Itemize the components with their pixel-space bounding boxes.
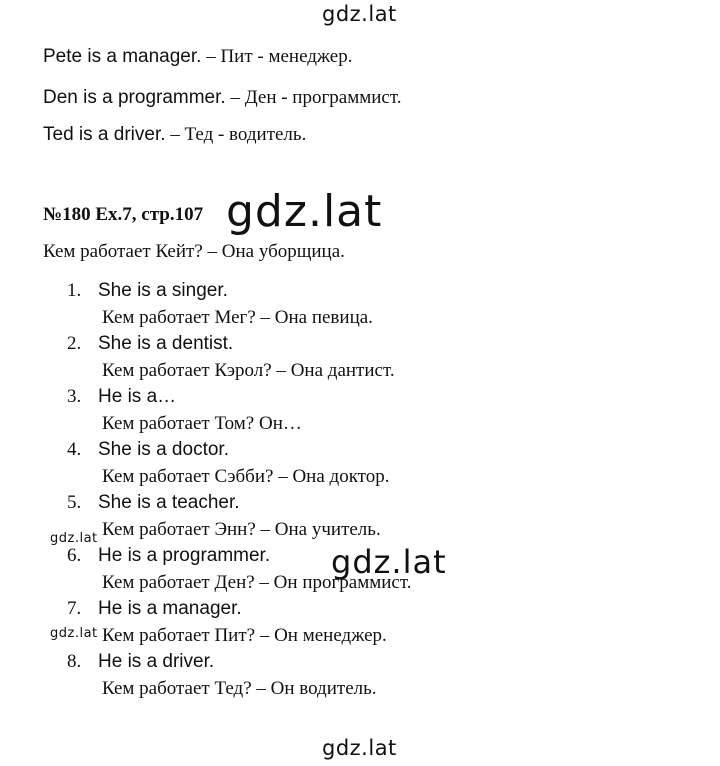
item-russian: Кем работает Ден? – Он программист. xyxy=(102,572,412,593)
item-english: She is a singer. xyxy=(98,280,228,301)
item-english: He is a manager. xyxy=(98,598,242,619)
item-english: He is a driver. xyxy=(98,651,215,672)
item-russian: Кем работает Сэбби? – Она доктор. xyxy=(102,466,390,487)
english-text: Den is a programmer. xyxy=(43,87,226,108)
item-english: He is a programmer. xyxy=(98,545,271,566)
russian-text: – Пит - менеджер. xyxy=(201,46,353,67)
item-english: She is a teacher. xyxy=(98,492,240,513)
exercise-heading: №180 Ex.7, стр.107 xyxy=(43,204,204,225)
watermark-medium: gdz.lat xyxy=(331,543,447,581)
item-number: 2. xyxy=(67,333,82,354)
item-russian: Кем работает Энн? – Она учитель. xyxy=(102,519,381,540)
item-russian: Кем работает Мег? – Она певица. xyxy=(102,307,373,328)
item-english: He is a… xyxy=(98,386,177,407)
text-line-3 xyxy=(43,124,306,146)
item-number: 5. xyxy=(67,492,82,513)
russian-text: – Ден - программист. xyxy=(225,87,402,108)
item-number: 1. xyxy=(67,280,82,301)
item-russian: Кем работает Кэрол? – Она дантист. xyxy=(102,360,395,381)
item-number: 7. xyxy=(67,598,82,619)
english-text: Pete is a manager. xyxy=(43,46,202,67)
item-russian: Кем работает Том? Он… xyxy=(102,413,302,434)
russian-text: – Тед - водитель. xyxy=(165,124,307,145)
item-russian: Кем работает Пит? – Он менеджер. xyxy=(102,625,387,646)
item-number: 3. xyxy=(67,386,82,407)
text-line-1 xyxy=(43,46,353,68)
english-text: Ted is a driver. xyxy=(43,124,166,145)
item-english: She is a dentist. xyxy=(98,333,234,354)
watermark-top: gdz.lat xyxy=(322,2,397,26)
watermark-small: gdz.lat xyxy=(50,531,98,546)
text-line-2 xyxy=(43,87,401,109)
exercise-intro: Кем работает Кейт? – Она уборщица. xyxy=(43,241,345,262)
item-english: She is a doctor. xyxy=(98,439,229,460)
item-number: 6. xyxy=(67,545,82,566)
item-number: 4. xyxy=(67,439,82,460)
item-russian: Кем работает Тед? – Он водитель. xyxy=(102,678,377,699)
item-number: 8. xyxy=(67,651,82,672)
watermark-large: gdz.lat xyxy=(226,186,383,237)
watermark-small: gdz.lat xyxy=(50,626,98,641)
watermark-bottom: gdz.lat xyxy=(322,736,397,760)
